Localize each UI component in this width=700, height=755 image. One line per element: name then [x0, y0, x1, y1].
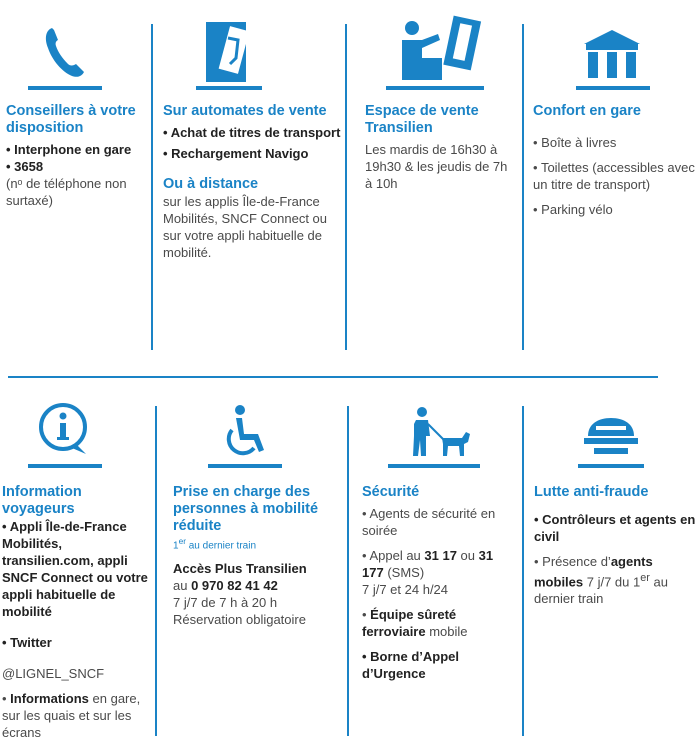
reservation-text: Réservation obligatoire — [173, 612, 306, 628]
list-item: • Achat de titres de transport — [163, 125, 341, 140]
icon-underline — [576, 86, 650, 90]
separator — [155, 406, 157, 736]
separator — [522, 406, 524, 736]
wheelchair-icon — [222, 404, 272, 460]
separator — [347, 406, 349, 736]
list-item: • Informations en gare, sur les quais et sur les écrans — [2, 691, 141, 740]
station-building-icon — [580, 28, 644, 82]
icon-underline — [386, 86, 484, 90]
body-text: sur les applis Île-de-France Mobilités, SNCF Connect ou sur votre appli habituelle de mobilité. — [163, 194, 328, 260]
list-item: • Interphone en gare — [6, 142, 132, 157]
hours-text: 7 j/7 de 7 h à 20 h — [173, 595, 278, 611]
information-column — [2, 484, 152, 741]
list-item: • Twitter — [2, 635, 52, 650]
icon-underline — [578, 464, 644, 468]
ticket-machine-icon — [200, 18, 254, 88]
espace-column — [365, 103, 517, 192]
list-item: • Appli Île-de-France Mobilités, transilien.com, appli SNCF Connect ou votre appli habituelle de mobilité — [2, 519, 148, 619]
security-dog-icon — [410, 406, 474, 460]
automates-column — [163, 103, 343, 261]
list-item: • Rechargement Navigo — [163, 146, 309, 161]
service-name: Accès Plus Transilien — [173, 561, 307, 577]
phone-icon — [42, 24, 90, 82]
fraude-column — [534, 484, 699, 607]
hours-text: 7 j/7 et 24 h/24 — [362, 582, 449, 597]
securite-column — [362, 484, 518, 682]
section-title: Lutte anti-fraude — [534, 484, 649, 500]
section-subtitle: Ou à distance — [163, 176, 259, 192]
horizontal-separator — [8, 376, 658, 378]
section-title: Sécurité — [362, 484, 420, 500]
list-item: • Présence d’agents mobiles 7 j/7 du 1er au dernier train — [534, 554, 668, 607]
list-item: • Appel au 31 17 ou 31 177 (SMS) — [362, 548, 494, 580]
icon-underline — [208, 464, 282, 468]
icon-underline — [196, 86, 262, 90]
ticket-control-icon — [582, 416, 640, 458]
icon-underline — [388, 464, 480, 468]
ticket-counter-icon — [398, 14, 482, 86]
icon-underline — [28, 464, 102, 468]
list-item: • 3658 — [6, 159, 44, 174]
separator — [151, 24, 153, 350]
section-title: Espace de vente Transilien — [365, 103, 479, 136]
list-item: • Contrôleurs et agents en civil — [534, 512, 696, 544]
list-item: • Parking vélo — [533, 202, 613, 217]
small-note: 1er au dernier train — [173, 536, 257, 552]
section-title: Sur automates de vente — [163, 103, 327, 119]
separator — [522, 24, 524, 350]
list-item: • Agents de sécurité en soirée — [362, 506, 496, 538]
twitter-handle[interactable]: @LIGNEL_SNCF — [2, 666, 105, 681]
prise-column — [173, 484, 345, 628]
list-item: • Toilettes (accessibles avec un titre de transport) — [533, 160, 695, 192]
list-item: • Borne d’Appel d’Urgence — [362, 649, 460, 681]
section-title: Confort en gare — [533, 103, 641, 119]
confort-column — [533, 103, 698, 218]
info-bubble-icon — [36, 402, 92, 456]
body-text: Les mardis de 16h30 à 19h30 & les jeudis de 7h à 10h — [365, 142, 508, 191]
section-title: Information voyageurs — [2, 484, 82, 517]
conseillers-column — [6, 103, 151, 209]
list-item: • Boîte à livres — [533, 135, 617, 150]
note-text: (nᵒ de téléphone non surtaxé) — [6, 176, 127, 208]
phone-line: au 0 970 82 41 42 — [173, 578, 278, 594]
section-title: Conseillers à votre disposition — [6, 103, 136, 136]
list-item: • Équipe sûreté ferroviaire mobile — [362, 607, 468, 639]
section-title: Prise en charge des personnes à mobilité réduite — [173, 484, 319, 534]
icon-underline — [28, 86, 102, 90]
separator — [345, 24, 347, 350]
